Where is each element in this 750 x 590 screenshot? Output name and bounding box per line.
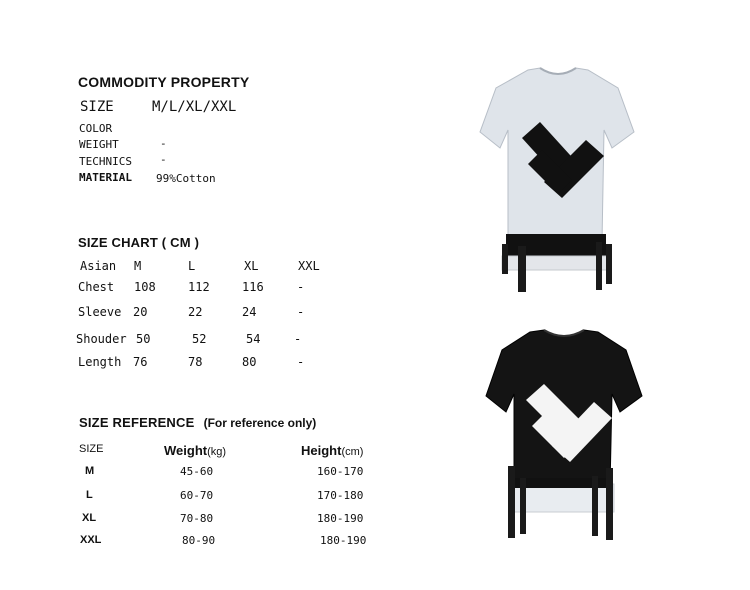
size-chart-cell: 116	[242, 280, 264, 294]
ref-col-height	[301, 440, 363, 459]
size-chart-cell: -	[297, 280, 305, 294]
size-reference-title-text: SIZE REFERENCE	[79, 415, 195, 430]
size-chart-cell: 24	[242, 305, 257, 319]
commodity-property-title: COMMODITY PROPERTY	[78, 74, 250, 90]
ref-cell-height: 160-170	[317, 465, 364, 478]
black-tshirt-image	[484, 328, 644, 550]
technics-value: -	[160, 153, 167, 166]
size-chart-cell: 80	[242, 355, 257, 369]
size-chart-cell: 52	[192, 332, 207, 346]
size-chart-header-cell: L	[188, 259, 196, 273]
size-chart-cell: 78	[188, 355, 203, 369]
ref-col-height-label: Height	[301, 443, 342, 458]
ref-cell-weight: 60-70	[180, 489, 214, 502]
white-tshirt-image	[478, 66, 638, 294]
ref-cell-height: 180-190	[317, 512, 364, 525]
size-chart-header-cell: Asian	[80, 259, 117, 273]
size-chart-header-cell: XXL	[298, 259, 320, 273]
size-chart-cell: Chest	[78, 280, 115, 294]
ref-cell-weight: 70-80	[180, 512, 214, 525]
color-label: COLOR	[79, 122, 113, 135]
ref-cell-size: M	[85, 465, 95, 477]
ref-cell-height: 180-190	[320, 534, 367, 547]
size-chart-cell: Length	[78, 355, 122, 369]
technics-label: TECHNICS	[79, 155, 132, 168]
size-chart-cell: -	[297, 355, 305, 369]
ref-cell-size: XXL	[80, 534, 102, 546]
ref-col-size: SIZE	[79, 443, 104, 455]
size-chart-cell: 108	[134, 280, 156, 294]
ref-cell-weight: 45-60	[180, 465, 214, 478]
weight-value: -	[160, 137, 167, 150]
size-chart-title: SIZE CHART ( CM )	[78, 235, 200, 250]
size-chart-cell: 22	[188, 305, 203, 319]
ref-col-weight-unit: (kg)	[207, 446, 227, 458]
size-chart-cell: 76	[133, 355, 148, 369]
size-reference-title	[79, 412, 316, 431]
ref-col-height-unit: (cm)	[341, 446, 364, 458]
size-value: M/L/XL/XXL	[152, 99, 237, 115]
size-chart-cell: 112	[188, 280, 210, 294]
size-chart-header-cell: M	[134, 259, 142, 273]
size-chart-cell: 50	[136, 332, 151, 346]
ref-col-weight-label: Weight	[164, 443, 208, 458]
size-label: SIZE	[80, 99, 114, 115]
ref-col-weight	[164, 440, 226, 459]
size-chart-cell: -	[297, 305, 305, 319]
size-chart-header-cell: XL	[244, 259, 259, 273]
ref-cell-size: L	[86, 489, 93, 501]
size-chart-cell: 54	[246, 332, 261, 346]
size-reference-note: (For reference only)	[203, 416, 317, 430]
size-chart-cell: -	[294, 332, 302, 346]
material-value: 99%Cotton	[156, 172, 216, 185]
size-chart-cell: 20	[133, 305, 148, 319]
material-label: MATERIAL	[79, 171, 132, 184]
ref-cell-size: XL	[82, 512, 97, 524]
ref-cell-weight: 80-90	[182, 534, 216, 547]
size-chart-cell: Shouder	[76, 332, 127, 346]
ref-cell-height: 170-180	[317, 489, 364, 502]
size-chart-cell: Sleeve	[78, 305, 122, 319]
weight-label: WEIGHT	[79, 138, 119, 151]
